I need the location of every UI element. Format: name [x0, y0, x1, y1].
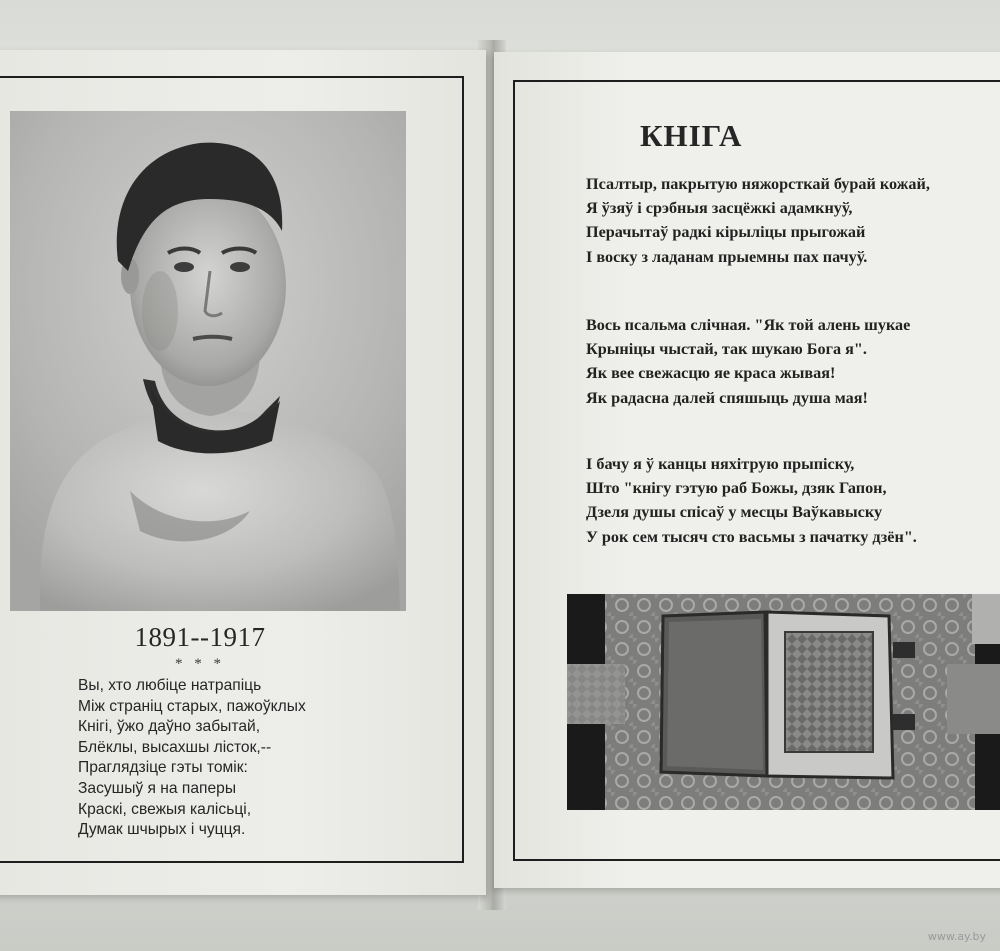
poem-line: І воску з ладанам прыемны пах пачуў. — [586, 247, 868, 266]
poem-title: КНІГА — [640, 118, 743, 153]
poem-line: Праглядзіце гэты томік: — [78, 759, 248, 777]
poem-line: Як радасна далей спяшыць душа мая! — [586, 388, 868, 407]
life-years: 1891--1917 — [134, 622, 266, 652]
poem-line: Засушыў я на паперы — [78, 779, 237, 797]
poem-line: Блёклы, высахшы лісток,-- — [78, 738, 272, 756]
stanza-3 — [586, 452, 996, 549]
poem-line: Як вее свежасцю яе краса жывая! — [586, 364, 836, 383]
portrait-photo — [10, 111, 406, 611]
poem-line: Перачытаў радкі кірыліцы прыгожай — [586, 223, 866, 242]
poem-line: Між страніц старых, пажоўклых — [78, 697, 306, 715]
open-book-illustration — [567, 594, 1000, 810]
watermark: www.ay.by — [927, 930, 986, 943]
stanza-2 — [586, 313, 996, 410]
poem-line: Я ўзяў і срэбныя засцёжкі адамкнуў, — [586, 199, 853, 218]
poem-line: Краскі, свежыя калісьці, — [78, 800, 252, 818]
poem-line: У рок сем тысяч сто васьмы з пачатку дзён". — [586, 527, 917, 546]
stanza-separator: * * * — [175, 656, 225, 672]
poem-line: Вось псальма слічная. "Як той алень шукае — [586, 316, 911, 334]
portrait-illustration — [10, 111, 406, 611]
poem-line: Псалтыр, пакрытую няжорсткай бурай кожай, — [586, 175, 930, 193]
poem-line: Вы, хто любіце натрапіць — [78, 677, 262, 694]
left-poem — [78, 676, 378, 841]
poem-line: І бачу я ў канцы няхітрую прыпіску, — [586, 455, 855, 473]
poem-line: Што "кнігу гэтую раб Божы, дзяк Гапон, — [586, 479, 887, 498]
poem-line: Дзеля душы спісаў у месцы Ваўкавыску — [586, 503, 883, 522]
old-book-photo — [567, 594, 1000, 810]
poem-line: Кнігі, ўжо даўно забытай, — [78, 718, 261, 736]
poem-line: Крыніцы чыстай, так шукаю Бога я". — [586, 340, 867, 359]
stanza-1 — [586, 172, 996, 269]
poem-line: Думак шчырых і чуцця. — [78, 821, 246, 839]
